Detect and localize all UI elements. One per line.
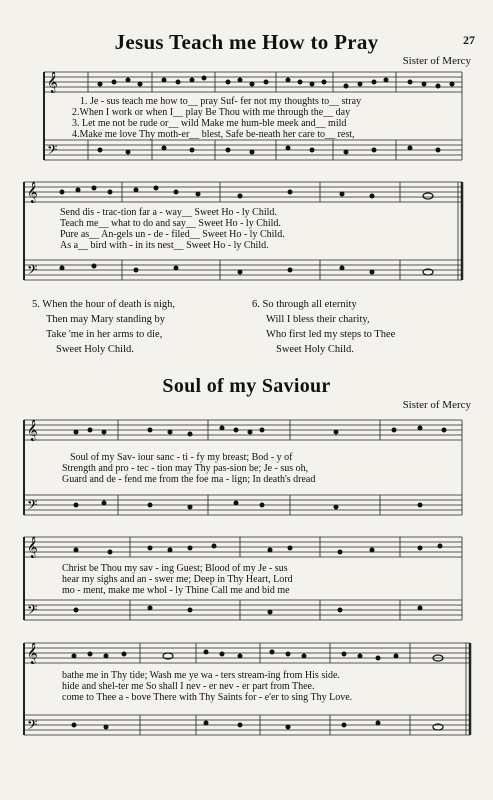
hymn1-lyric-line: 2.When I work or when I__ play Be Thou with me through the__ day <box>72 107 351 118</box>
hymn2-lyric-line: mo - ment, make me whol - ly Thine Call me and bid me <box>62 585 290 596</box>
hymn2-title: Soul of my Saviour <box>162 375 331 397</box>
hymn2-lyric-line: come to Thee a - bove There with Thy Saints for - e'er to sing Thy Love. <box>62 692 353 703</box>
svg-text:𝄢: 𝄢 <box>27 262 38 281</box>
hymn1-lyric-line: As a__ bird with - in its nest__ Sweet Ho - ly Child. <box>60 240 269 251</box>
hymn2-lyric-line: Soul of my Sav- iour sanc - ti - fy my breast; Bod - y of <box>70 452 293 463</box>
verse-line: Sweet Holy Child. <box>56 344 134 355</box>
svg-text:𝄞: 𝄞 <box>47 72 58 93</box>
hymn1-lyric-line: Pure as__ An-gels un - de - filed__ Sweet Ho - ly Child. <box>60 229 285 240</box>
verse-line: 5. When the hour of death is nigh, <box>32 299 175 310</box>
hymn2-lyric-line: hide and shel-ter me So shall I nev - er nev - er part from Thee. <box>62 681 315 692</box>
svg-text:𝄢: 𝄢 <box>27 497 38 516</box>
hymn1-title: Jesus Teach me How to Pray <box>114 30 379 54</box>
page-number: 27 <box>463 33 475 47</box>
hymn1-attribution: Sister of Mercy <box>402 55 471 67</box>
svg-text:𝄞: 𝄞 <box>27 643 38 664</box>
verse-line: Sweet Holy Child. <box>276 344 354 355</box>
hymn1-lyric-line: 4.Make me love Thy moth-er__ blest, Safe be-neath her care to__ rest, <box>72 129 355 140</box>
hymn2-lyric-line: bathe me in Thy tide; Wash me ye wa - ters stream-ing from His side. <box>62 670 340 681</box>
svg-text:𝄢: 𝄢 <box>27 717 38 736</box>
hymn2-lyric-line: Christ be Thou my sav - ing Guest; Blood of my Je - sus <box>62 563 288 574</box>
hymn2-attribution: Sister of Mercy <box>402 399 471 411</box>
hymn1-lyric-line: Teach me__ what to do and say__ Sweet Ho - ly Child. <box>60 218 281 229</box>
verse-line: Who first led my steps to Thee <box>266 329 396 340</box>
svg-text:𝄢: 𝄢 <box>47 142 58 161</box>
hymn1-lyric-line: 1. Je - sus teach me how to__ pray Suf- fer not my thoughts to__ stray <box>80 96 362 107</box>
verse-line: Then may Mary standing by <box>46 314 165 325</box>
hymn2-lyric-line: Guard and de - fend me from the foe ma - lign; In death's dread <box>62 474 316 485</box>
hymn1-lyric-line: Send dis - trac-tion far a - way__ Sweet Ho - ly Child. <box>60 207 277 218</box>
verse-line: Will I bless their charity, <box>266 314 370 325</box>
svg-text:𝄞: 𝄞 <box>27 420 38 441</box>
hymn2-lyric-line: Strength and pro - tec - tion may Thy pas-sion be; Je - sus oh, <box>62 463 309 474</box>
svg-text:𝄞: 𝄞 <box>27 182 38 203</box>
hymn1-lyric-line: 3. Let me not be rude or__ wild Make me hum-ble meek and__ mild <box>72 118 347 129</box>
svg-text:𝄞: 𝄞 <box>27 537 38 558</box>
verse-line: 6. So through all eternity <box>252 299 357 310</box>
svg-text:𝄢: 𝄢 <box>27 602 38 621</box>
verse-line: Take 'me in her arms to die, <box>46 329 163 340</box>
hymn2-lyric-line: hear my sighs and an - swer me; Deep in Thy Heart, Lord <box>62 574 293 585</box>
